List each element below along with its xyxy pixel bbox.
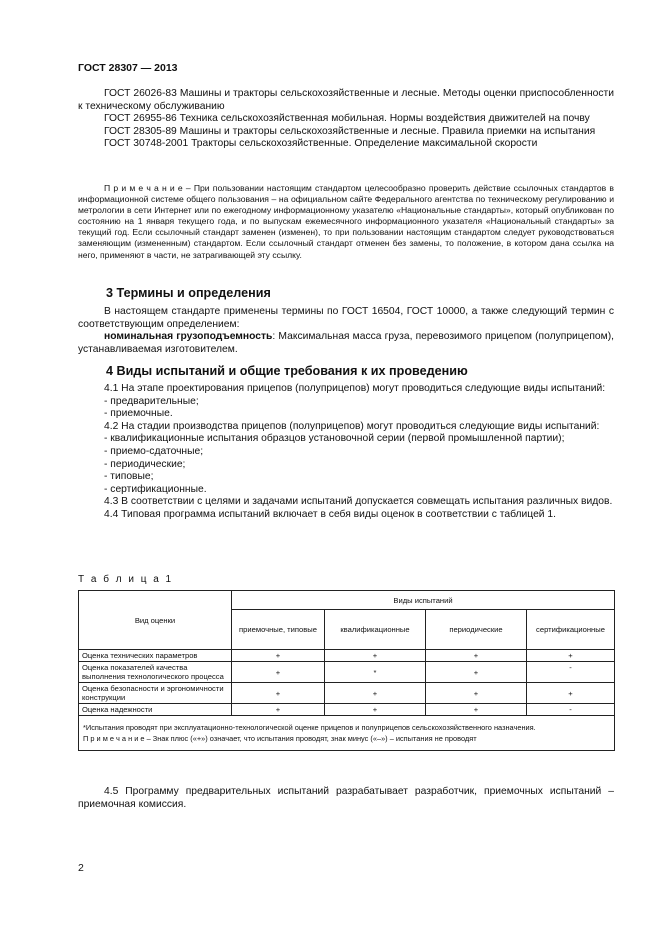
list-item: - предварительные; (104, 395, 199, 407)
list-item: - квалификационные испытания образцов установочной серии (первой промышленной партии); (104, 433, 565, 445)
list-item: - приемо-сдаточные; (104, 445, 204, 457)
table-note-label: П р и м е ч а н и е (83, 734, 145, 743)
table-cell: + (426, 683, 527, 704)
column-header: периодические (426, 610, 527, 650)
list-item: - периодические; (104, 458, 186, 470)
reference-item: ГОСТ 30748-2001 Тракторы сельскохозяйственные. Определение максимальной скорости (104, 138, 538, 150)
note-label: П р и м е ч а н и е (104, 183, 183, 193)
table-cell: + (426, 662, 527, 683)
reference-item: ГОСТ 28305-89 Машины и тракторы сельскохозяйственные и лесные. Правила приемки на испытания (104, 125, 596, 137)
clause-4-4: 4.4 Типовая программа испытаний включает в себя виды оценок в соответствии с таблицей 1. (104, 508, 556, 520)
section-3-intro: В настоящем стандарте применены термины по ГОСТ 16504, ГОСТ 10000, а также следующий термин с соответствующим определением: (78, 306, 614, 330)
term: номинальная грузоподъемность (104, 331, 273, 343)
reference-item: ГОСТ 26955-86 Техника сельскохозяйственная мобильная. Нормы воздействия движителей на почву (104, 113, 590, 125)
table-note (83, 733, 610, 744)
table-header-row (79, 591, 615, 610)
list-item: - приемочные. (104, 408, 173, 420)
clause-4-3: 4.3 В соответствии с целями и задачами испытаний допускается совмещать испытания различных видов. (104, 496, 613, 508)
clause-4-1: 4.1 На этапе проектирования прицепов (полуприцепов) могут проводиться следующие виды испытаний: (104, 383, 606, 394)
table-row (79, 704, 615, 716)
section-4-title: 4 Виды испытаний и общие требования к их проведению (106, 364, 468, 378)
list-item: - сертификационные. (104, 483, 207, 495)
table-cell: * (325, 662, 426, 683)
note-text: – При пользовании настоящим стандартом целесообразно проверить действие ссылочных стандартов в информационной системе общего пользования – на официальном сайте Федерального агентства по техническому регулированию и метрологии в сети Интернет или по ежегодному информационному указателю «Национальные стандарты», который опубликован по состоянию на 1 января текущего года, и по выпускам ежемесячного информационного указателя «Национальный стандарты» за текущий год. Если ссылочный стандарт заменен (изменен), то при пользовании настоящим стандартом следует руководствоваться заменяющим (измененным) стандартом. Если ссылочный стандарт отменен без замены, то положение, в котором дана ссылка на него, применяют в части, не затрагивающей эту ссылку. (78, 183, 614, 260)
table-cell: + (426, 704, 527, 716)
table-row (79, 683, 615, 704)
clause-4-5-block (78, 786, 614, 811)
table-cell: + (325, 683, 426, 704)
row-label: Оценка технических параметров (79, 650, 232, 662)
section-3-title: 3 Термины и определения (106, 286, 271, 300)
table-footnote-row (79, 716, 615, 751)
page-number: 2 (78, 862, 84, 874)
document-code: ГОСТ 28307 — 2013 (78, 62, 178, 74)
table-note-text: – Знак плюс («+») означает, что испытания проводят, знак минус («–») – испытания не проводят (144, 734, 477, 743)
test-types-table (78, 590, 615, 751)
clause-4-5: 4.5 Программу предварительных испытаний разрабатывает разработчик, приемочных испытаний – приемочная комиссия. (78, 786, 614, 810)
column-header: квалификационные (325, 610, 426, 650)
normative-references (78, 88, 614, 151)
table-cell: + (325, 704, 426, 716)
term-definition (78, 331, 614, 356)
table-caption: Т а б л и ц а 1 (78, 574, 174, 585)
definition: : Максимальная масса груза, перевозимого прицепом (полуприцепом), устанавливаемая изготовителем. (78, 331, 614, 355)
list-item: - типовые; (104, 471, 154, 483)
column-header: сертификационные (527, 610, 615, 650)
column-group-header: Виды испытаний (232, 591, 615, 610)
table-cell: - (527, 662, 615, 683)
table-row (79, 650, 615, 662)
reference-item: ГОСТ 26026-83 Машины и тракторы сельскохозяйственные и лесные. Методы оценки приспособленности к техническому обслуживанию (78, 88, 614, 112)
section-3-body (78, 306, 614, 356)
table-cell: + (232, 650, 325, 662)
table-cell: + (232, 662, 325, 683)
table-cell: + (232, 704, 325, 716)
table-row (79, 662, 615, 683)
table-cell: + (325, 650, 426, 662)
row-label: Оценка безопасности и эргономичности конструкции (79, 683, 232, 704)
references-note (78, 183, 614, 261)
table-cell: - (527, 704, 615, 716)
clause-4-2: 4.2 На стадии производства прицепов (полуприцепов) могут проводиться следующие виды испытаний: (104, 420, 600, 432)
table-cell: + (426, 650, 527, 662)
table-footnote: *Испытания проводят при эксплуатационно-технологической оценке прицепов и полуприцепов сельскохозяйственного назначения. (83, 723, 536, 732)
section-4-body (78, 383, 614, 522)
column-header: приемочные, типовые (232, 610, 325, 650)
row-label: Оценка показателей качества выполнения технологического процесса (79, 662, 232, 683)
column-header-evaluation: Вид оценки (79, 591, 232, 650)
table-cell: + (527, 683, 615, 704)
table-cell: + (232, 683, 325, 704)
row-label: Оценка надежности (79, 704, 232, 716)
table-cell: + (527, 650, 615, 662)
table-footnotes (79, 716, 615, 751)
